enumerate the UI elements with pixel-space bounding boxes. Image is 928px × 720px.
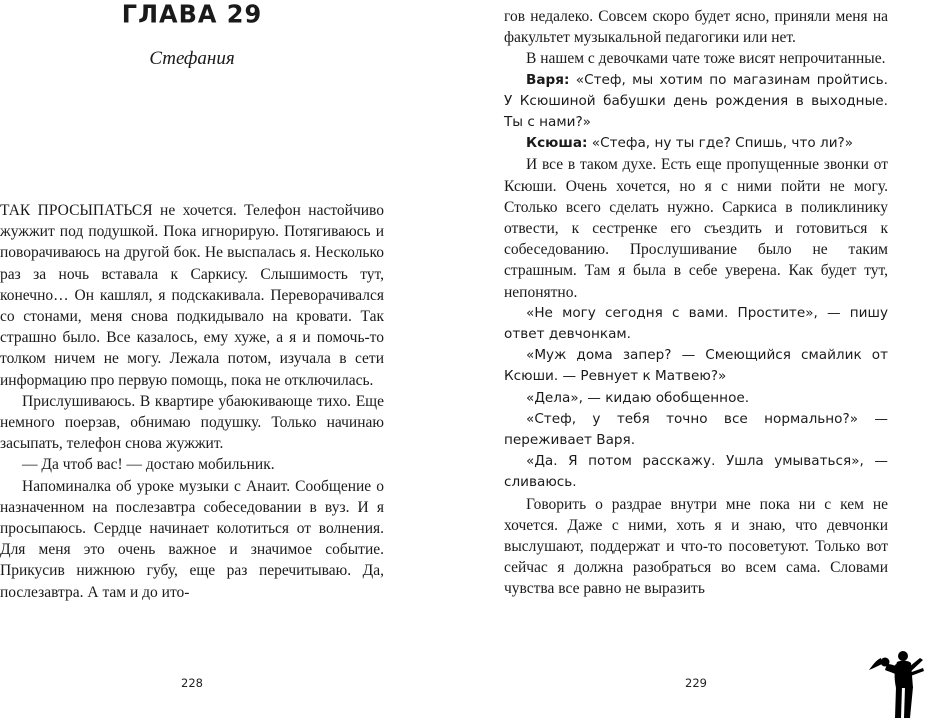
paragraph: ТАК ПРОСЫПАТЬСЯ не хочется. Телефон настойчиво жужжит под подушкой. Пока игнорирую. Потягиваюсь и поворачиваюсь на другой бок. Не выспалась я. Несколько раз за ночь вставала к Саркису. Слышимость тут, конечно… Он кашлял, я подскакивала. Переворачивался со стонами, меня снова подкидывало на кровати. Так страшно было. Все казалось, ему хуже, а я и помочь-то толком ничем не могу. Лежала потом, изучала в сети информацию про первую помощь, пока не отключилась. bbox=[0, 202, 384, 389]
left-page bbox=[0, 0, 384, 720]
chat-text: «Стеф, мы хотим по магазинам пройтись. У Ксюшиной бабушки день рождения в выходные. Ты с нами?» bbox=[504, 71, 888, 131]
chat-speaker: Ксюша: bbox=[526, 135, 588, 152]
right-body-text bbox=[504, 6, 888, 600]
chat-message: «Стеф, у тебя точно все нормально?» — переживает Варя. bbox=[504, 410, 888, 449]
chapter-title: ГЛАВА 29 bbox=[121, 0, 263, 29]
couple-silhouette-icon bbox=[868, 644, 928, 720]
paragraph: И все в таком духе. Есть еще пропущенные звонки от Ксюши. Очень хочется, но я с ними пойти не могу. Столько всего сделать нужно. Саркиса в поликлинику отвести, к сестренке его съездить и готовиться к собеседованию. Прослушивание было не таким страшным. Там я была в себе уверена. Как будет тут, непонятно. bbox=[504, 156, 888, 301]
left-body-text bbox=[0, 200, 384, 603]
right-page bbox=[504, 0, 888, 720]
chat-message bbox=[504, 70, 888, 134]
paragraph: — Да чтоб вас! — достаю мобильник. bbox=[22, 456, 275, 474]
chat-message: «Не могу сегодня с вами. Простите», — пишу ответ девчонкам. bbox=[504, 304, 888, 343]
paragraph: Прислушиваюсь. В квартире убаюкивающе тихо. Еще немного поерзав, обнимаю подушку. Только начинаю засыпать, телефон снова жужжит. bbox=[0, 392, 384, 453]
paragraph: Говорить о раздрае внутри мне пока ни с кем не хочется. Даже с ними, хоть я и знаю, что девчонки выслушают, поддержат и что-то посоветуют. Только вот сейчас я должна разобраться во всем сама. Словами чувства все равно не выразить bbox=[504, 495, 888, 598]
chapter-subtitle: Стефания bbox=[149, 48, 235, 69]
paragraph: Напоминалка об уроке музыки с Анаит. Сообщение о назначенном на послезавтра собеседовании в вуз. И я просыпаюсь. Сердце начинает колотиться от волнения. Для меня это очень важное и значимое событие. Прикусив нижнюю губу, еще раз перечитываю. Да, послезавтра. А там и до ито- bbox=[0, 477, 384, 601]
chat-text: «Стефа, ну ты где? Спишь, что ли?» bbox=[591, 135, 854, 152]
page-number-right: 229 bbox=[685, 676, 707, 690]
page-number-left: 228 bbox=[181, 676, 203, 690]
chat-message: «Муж дома запер? — Смеющийся смайлик от Ксюши. — Ревнует к Матвею?» bbox=[504, 347, 888, 385]
chat-speaker: Варя: bbox=[526, 71, 570, 88]
chat-message: «Дела», — кидаю обобщенное. bbox=[526, 389, 750, 406]
chat-message bbox=[504, 133, 888, 154]
chat-message: «Да. Я потом расскажу. Ушла умываться», — сливаюсь. bbox=[504, 453, 888, 491]
paragraph: гов недалеко. Совсем скоро будет ясно, приняли меня на факультет музыкальной педагогики или нет. bbox=[504, 8, 888, 47]
paragraph: В нашем с девочками чате тоже висят непрочитанные. bbox=[526, 50, 886, 68]
